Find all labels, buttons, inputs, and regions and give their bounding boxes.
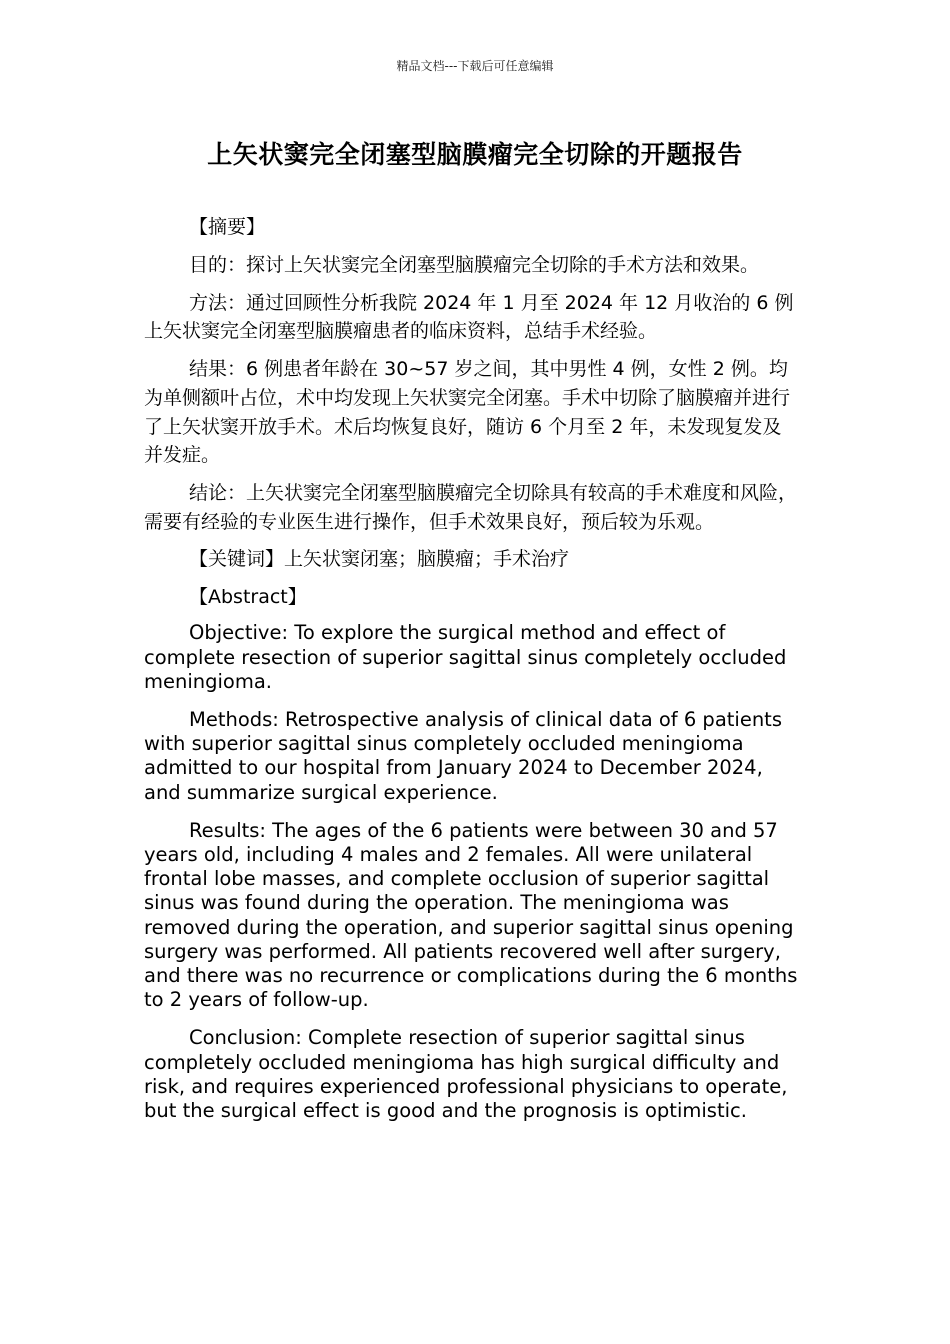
abstract-cn-conclusion: 结论：上矢状窦完全闭塞型脑膜瘤完全切除具有较高的手术难度和风险，需要有经验的专业医生进行操作，但手术效果良好，预后较为乐观。 — [144, 481, 798, 533]
abstract-en-results: Results: The ages of the 6 patients were between 30 and 57 years old, including 4 males and 2 females. All were unilateral frontal lobe masses, and complete occlusion of superior sagittal sinus was found during the operation. The meningioma was removed during the operation, and superior sagittal sinus opening surgery was performed. All patients recovered well after surgery, and there was no recurrence or complications during the 6 months to 2 years of follow-up. — [144, 818, 798, 1012]
abstract-cn-results: 结果：6 例患者年龄在 30~57 岁之间，其中男性 4 例，女性 2 例。均为单侧额叶占位，术中均发现上矢状窦完全闭塞。手术中切除了脑膜瘤并进行了上矢状窦开放手术。术后均恢复良好，随访 6 个月至 2 年，未发现复发及并发症。 — [144, 358, 791, 467]
abstract-en-conclusion: Conclusion: Complete resection of superior sagittal sinus completely occluded meningioma has high surgical difficulty and risk, and requires experienced professional physicians to operate, but the surgical effect is good and the prognosis is optimistic. — [144, 1026, 788, 1122]
abstract-en-methods: Methods: Retrospective analysis of clinical data of 6 patients with superior sagittal sinus completely occluded meningioma admitted to our hospital from January 2024 to December 2024, and summarize surgical experience. — [144, 707, 782, 804]
abstract-en-objective: Objective: To explore the surgical method and effect of complete resection of superior sagittal sinus completely occluded meningioma. — [144, 621, 787, 693]
abstract-cn-objective: 目的：探讨上矢状窦完全闭塞型脑膜瘤完全切除的手术方法和效果。 — [189, 254, 760, 276]
header-note: 精品文档---下载后可任意编辑 — [396, 59, 554, 73]
page-title: 上矢状窦完全闭塞型脑膜瘤完全切除的开题报告 — [207, 140, 743, 169]
abstract-en-heading: 【Abstract】 — [189, 586, 307, 609]
abstract-cn-methods: 方法：通过回顾性分析我院 2024 年 1 月至 2024 年 12 月收治的 6 例上矢状窦完全闭塞型脑膜瘤患者的临床资料，总结手术经验。 — [144, 291, 794, 343]
document-body — [144, 213, 800, 1137]
keywords: 【关键词】上矢状窦闭塞；脑膜瘤；手术治疗 — [189, 548, 570, 571]
abstract-cn-heading: 【摘要】 — [189, 216, 266, 238]
